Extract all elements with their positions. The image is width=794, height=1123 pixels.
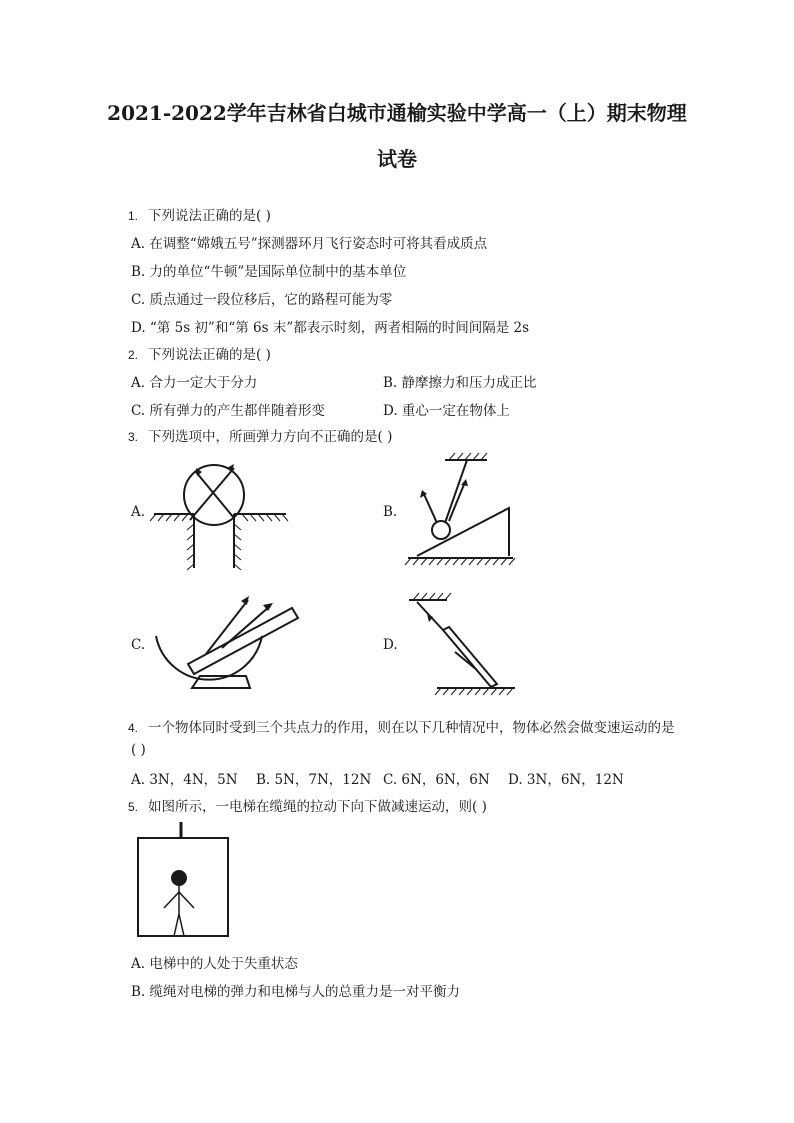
q4-option-c: C. 6N，6N，6N bbox=[383, 772, 490, 788]
question-number: 4. bbox=[128, 721, 139, 735]
q4-option-d: D. 3N，6N，12N bbox=[508, 772, 624, 788]
question-number: 1. bbox=[128, 209, 139, 223]
question-1 bbox=[128, 204, 271, 224]
q2-option-c: C. 所有弹力的产生都伴随着形变 bbox=[131, 403, 325, 419]
q3-label-b: B. bbox=[383, 504, 398, 520]
q3-label-a: A. bbox=[131, 504, 146, 520]
q3-figure-b bbox=[405, 452, 517, 570]
q4-option-a: A. 3N，4N，5N bbox=[131, 772, 238, 788]
q1-option-a: A. 在调整“嫦娥五号”探测器环月飞行姿态时可将其看成质点 bbox=[131, 236, 488, 252]
page-title-line1: 2021-2022学年吉林省白城市通榆实验中学高一（上）期末物理 bbox=[107, 101, 687, 125]
question-stem: 如图所示，一电梯在缆绳的拉动下向下做减速运动，则( ) bbox=[148, 799, 487, 815]
q5-elevator-figure bbox=[134, 822, 234, 940]
q2-option-d: D. 重心一定在物体上 bbox=[383, 403, 510, 419]
question-stem: 下列说法正确的是( ) bbox=[148, 208, 271, 224]
q4-paren: ( ) bbox=[131, 742, 146, 758]
question-2 bbox=[128, 343, 271, 363]
q2-option-b: B. 静摩擦力和压力成正比 bbox=[383, 375, 537, 391]
question-3 bbox=[128, 425, 392, 445]
question-number: 3. bbox=[128, 430, 139, 444]
question-number: 5. bbox=[128, 800, 139, 814]
q3-label-d: D. bbox=[383, 637, 398, 653]
q3-figure-c bbox=[150, 592, 300, 704]
q5-option-a: A. 电梯中的人处于失重状态 bbox=[131, 956, 298, 972]
page-title-line2: 试卷 bbox=[377, 147, 417, 171]
question-stem: 一个物体同时受到三个共点力的作用，则在以下几种情况中，物体必然会做变速运动的是 bbox=[148, 720, 675, 736]
q3-figure-d bbox=[405, 590, 517, 702]
q4-option-b: B. 5N，7N，12N bbox=[256, 772, 372, 788]
q1-option-d: D. “第 5s 初”和“第 6s 末”都表示时刻，两者相隔的时间间隔是 2s bbox=[131, 320, 530, 336]
question-5 bbox=[128, 795, 487, 815]
q3-figure-a bbox=[150, 450, 290, 572]
question-stem: 下列选项中，所画弹力方向不正确的是( ) bbox=[148, 429, 393, 445]
q3-label-c: C. bbox=[131, 637, 146, 653]
q1-option-c: C. 质点通过一段位移后，它的路程可能为零 bbox=[131, 292, 393, 308]
q5-option-b: B. 缆绳对电梯的弹力和电梯与人的总重力是一对平衡力 bbox=[131, 984, 461, 1000]
q2-option-a: A. 合力一定大于分力 bbox=[131, 375, 258, 391]
question-4 bbox=[128, 716, 675, 736]
question-stem: 下列说法正确的是( ) bbox=[148, 347, 271, 363]
question-number: 2. bbox=[128, 348, 139, 362]
q1-option-b: B. 力的单位“牛顿”是国际单位制中的基本单位 bbox=[131, 264, 407, 280]
